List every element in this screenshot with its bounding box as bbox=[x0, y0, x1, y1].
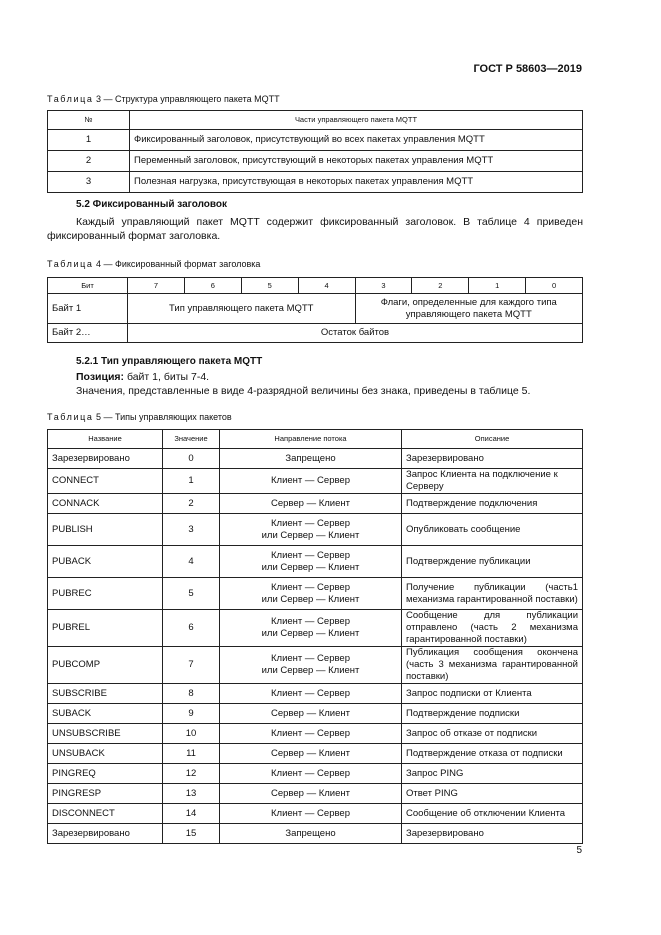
table-row bbox=[48, 804, 583, 824]
direction-line: или Сервер — Клиент bbox=[261, 628, 360, 639]
table5-cell-description: Опубликовать сообщение bbox=[402, 514, 583, 546]
table3-cell-text: Фиксированный заголовок, присутствующий во всех пакетах управления MQTT bbox=[130, 130, 583, 151]
section-5-2-1-heading: 5.2.1 Тип управляющего пакета MQTT bbox=[76, 356, 263, 367]
table-row bbox=[48, 449, 583, 469]
table3-header-num: № bbox=[48, 111, 130, 130]
table5-cell-value: 0 bbox=[163, 449, 220, 469]
table5-header: Направление потока bbox=[220, 430, 402, 449]
table5-cell-direction bbox=[220, 704, 402, 724]
direction-line: Клиент — Сервер bbox=[271, 517, 350, 529]
section-5-2-text: Каждый управляющий пакет MQTT содержит фиксированный заголовок. В таблице 4 приведен фиксированный формат заголовка. bbox=[47, 216, 583, 242]
section-5-2-1-text: Значения, представленные в виде 4-разрядной величины без знака, приведены в таблице 5. bbox=[76, 385, 531, 397]
table-row bbox=[48, 824, 583, 844]
table-row bbox=[48, 578, 583, 610]
direction-line: Сервер — Клиент bbox=[271, 497, 350, 509]
position-label: Позиция: bbox=[76, 371, 125, 383]
table5-cell-description: Подтверждение подписки bbox=[402, 704, 583, 724]
table-row bbox=[48, 764, 583, 784]
table-row bbox=[48, 514, 583, 546]
table5-cell-direction bbox=[220, 578, 402, 610]
table5-cell-value: 7 bbox=[163, 647, 220, 684]
table5-header: Значение bbox=[163, 430, 220, 449]
table5-cell-name: Зарезервировано bbox=[48, 449, 163, 469]
table5-cell-name: PUBACK bbox=[48, 546, 163, 578]
table5-cell-direction bbox=[220, 784, 402, 804]
table-row bbox=[48, 724, 583, 744]
table5-cell-description: Зарезервировано bbox=[402, 449, 583, 469]
table4-byte1-label: Байт 1 bbox=[48, 294, 128, 324]
table3-cell-num: 1 bbox=[48, 130, 130, 151]
table5-cell-name: SUBSCRIBE bbox=[48, 684, 163, 704]
table5-cell-value: 1 bbox=[163, 469, 220, 494]
table4-bit-4: 4 bbox=[298, 278, 355, 294]
table-row bbox=[48, 469, 583, 494]
direction-line: или Сервер — Клиент bbox=[261, 561, 360, 573]
table5-cell-value: 3 bbox=[163, 514, 220, 546]
table3-cell-text: Полезная нагрузка, присутствующая в некоторых пакетах управления MQTT bbox=[130, 172, 583, 193]
table4-bit-1: 1 bbox=[469, 278, 526, 294]
table5-cell-direction bbox=[220, 824, 402, 844]
table5-cell-direction bbox=[220, 764, 402, 784]
table-row bbox=[48, 172, 583, 193]
table5-cell-direction bbox=[220, 494, 402, 514]
table4-bit-5: 5 bbox=[241, 278, 298, 294]
direction-line: Сервер — Клиент bbox=[271, 787, 350, 799]
table5-cell-direction bbox=[220, 469, 402, 494]
table5-cell-value: 11 bbox=[163, 744, 220, 764]
table5-cell-description: Подтверждение отказа от подписки bbox=[402, 744, 583, 764]
table4-bit-0: 0 bbox=[526, 278, 583, 294]
table5-cell-description: Сообщение для публикации отправлено (часть 2 механизма гарантированной поставки) bbox=[402, 610, 583, 647]
table5-caption-title: 5 — Типы управляющих пакетов bbox=[93, 412, 232, 422]
table5-cell-direction bbox=[220, 546, 402, 578]
table-row bbox=[48, 610, 583, 647]
table4-caption-title: 4 — Фиксированный формат заголовка bbox=[93, 259, 261, 269]
table5-cell-name: PINGREQ bbox=[48, 764, 163, 784]
table5-caption-label: Таблица bbox=[47, 412, 94, 422]
table4-caption-label: Таблица bbox=[47, 259, 94, 269]
direction-line: Запрещено bbox=[285, 827, 336, 839]
table5-cell-value: 13 bbox=[163, 784, 220, 804]
table5-cell-value: 4 bbox=[163, 546, 220, 578]
table4-caption bbox=[47, 259, 260, 269]
table4-bit-label: Бит bbox=[48, 278, 128, 294]
page-number: 5 bbox=[576, 845, 582, 856]
table5-cell-description: Запрос подписки от Клиента bbox=[402, 684, 583, 704]
table5-cell-name: UNSUBACK bbox=[48, 744, 163, 764]
table5-cell-name: SUBACK bbox=[48, 704, 163, 724]
table5-cell-description: Запрос PING bbox=[402, 764, 583, 784]
direction-line: Клиент — Сервер bbox=[271, 727, 350, 739]
table5-cell-value: 5 bbox=[163, 578, 220, 610]
table5-cell-description: Запрос Клиента на подключение к Серверу bbox=[402, 469, 583, 494]
table5-cell-direction bbox=[220, 610, 402, 647]
table5-cell-direction bbox=[220, 684, 402, 704]
direction-line: или Сервер — Клиент bbox=[261, 593, 360, 605]
table-row bbox=[48, 647, 583, 684]
table5-cell-name: PUBCOMP bbox=[48, 647, 163, 684]
direction-line: Клиент — Сервер bbox=[271, 687, 350, 699]
table3 bbox=[47, 110, 583, 193]
table5-cell-name: PUBREC bbox=[48, 578, 163, 610]
table5-cell-description: Ответ PING bbox=[402, 784, 583, 804]
table5-cell-name: DISCONNECT bbox=[48, 804, 163, 824]
table5-cell-description: Сообщение об отключении Клиента bbox=[402, 804, 583, 824]
table-row bbox=[48, 130, 583, 151]
table-row bbox=[48, 546, 583, 578]
table5-cell-name: PUBLISH bbox=[48, 514, 163, 546]
table5-cell-value: 12 bbox=[163, 764, 220, 784]
table5-cell-direction bbox=[220, 449, 402, 469]
document-code: ГОСТ Р 58603—2019 bbox=[473, 63, 582, 75]
table3-caption-label: Таблица bbox=[47, 94, 94, 104]
direction-line: Клиент — Сервер bbox=[271, 653, 350, 664]
table-row bbox=[48, 744, 583, 764]
table5-cell-direction bbox=[220, 744, 402, 764]
table5-cell-value: 14 bbox=[163, 804, 220, 824]
table5-cell-value: 2 bbox=[163, 494, 220, 514]
table-row bbox=[48, 784, 583, 804]
table4-bit-6: 6 bbox=[184, 278, 241, 294]
direction-line: или Сервер — Клиент bbox=[261, 529, 360, 541]
table5-cell-description: Подтверждение подключения bbox=[402, 494, 583, 514]
direction-line: Клиент — Сервер bbox=[271, 475, 350, 486]
table4-byte2-label: Байт 2… bbox=[48, 324, 128, 343]
table5-cell-name: Зарезервировано bbox=[48, 824, 163, 844]
section-5-2-heading: 5.2 Фиксированный заголовок bbox=[76, 199, 228, 210]
table4-byte1-flags: Флаги, определенные для каждого типа управляющего пакета MQTT bbox=[355, 294, 583, 324]
table5-cell-description: Подтверждение публикации bbox=[402, 546, 583, 578]
table5-cell-name: CONNACK bbox=[48, 494, 163, 514]
table5-cell-value: 8 bbox=[163, 684, 220, 704]
table5-cell-name: PINGRESP bbox=[48, 784, 163, 804]
table3-header-parts: Части управляющего пакета MQTT bbox=[130, 111, 583, 130]
table5-cell-description: Публикация сообщения окончена (часть 3 механизма гарантированной поставки) bbox=[402, 647, 583, 684]
direction-line: Клиент — Сервер bbox=[271, 807, 350, 819]
table5-cell-value: 6 bbox=[163, 610, 220, 647]
table4-bit-7: 7 bbox=[128, 278, 185, 294]
table5-cell-description: Получение публикации (часть1 механизма гарантированной поставки) bbox=[402, 578, 583, 610]
table5-cell-name: UNSUBSCRIBE bbox=[48, 724, 163, 744]
table5-caption bbox=[47, 412, 232, 422]
table4-byte1-type: Тип управляющего пакета MQTT bbox=[128, 294, 356, 324]
table5-cell-name: CONNECT bbox=[48, 469, 163, 494]
table-row bbox=[48, 704, 583, 724]
table3-cell-num: 2 bbox=[48, 151, 130, 172]
table3-caption bbox=[47, 94, 280, 104]
direction-line: Клиент — Сервер bbox=[271, 616, 350, 627]
table3-cell-num: 3 bbox=[48, 172, 130, 193]
table-row bbox=[48, 494, 583, 514]
table5 bbox=[47, 429, 583, 844]
direction-line: Сервер — Клиент bbox=[271, 707, 350, 719]
direction-line: Сервер — Клиент bbox=[271, 747, 350, 759]
direction-line: Клиент — Сервер bbox=[271, 581, 350, 593]
table5-cell-description: Запрос об отказе от подписки bbox=[402, 724, 583, 744]
table4-bit-3: 3 bbox=[355, 278, 412, 294]
table5-cell-value: 15 bbox=[163, 824, 220, 844]
direction-line: или Сервер — Клиент bbox=[261, 665, 360, 676]
table5-cell-direction bbox=[220, 647, 402, 684]
table5-cell-description: Зарезервировано bbox=[402, 824, 583, 844]
section-5-2-1-position bbox=[76, 370, 209, 384]
table3-cell-text: Переменный заголовок, присутствующий в некоторых пакетах управления MQTT bbox=[130, 151, 583, 172]
table5-cell-value: 10 bbox=[163, 724, 220, 744]
table4 bbox=[47, 277, 583, 343]
direction-line: Запрещено bbox=[285, 452, 336, 464]
table4-bit-2: 2 bbox=[412, 278, 469, 294]
table5-header: Описание bbox=[402, 430, 583, 449]
position-value: байт 1, биты 7-4. bbox=[124, 371, 210, 383]
table4-byte2-rest: Остаток байтов bbox=[128, 324, 583, 343]
direction-line: Клиент — Сервер bbox=[271, 549, 350, 561]
table5-cell-direction bbox=[220, 514, 402, 546]
table-row bbox=[48, 151, 583, 172]
table3-caption-title: 3 — Структура управляющего пакета MQTT bbox=[93, 94, 280, 104]
table5-cell-value: 9 bbox=[163, 704, 220, 724]
table5-cell-direction bbox=[220, 804, 402, 824]
direction-line: Клиент — Сервер bbox=[271, 767, 350, 779]
table5-cell-direction bbox=[220, 724, 402, 744]
table-row bbox=[48, 684, 583, 704]
table5-header: Название bbox=[48, 430, 163, 449]
table5-cell-name: PUBREL bbox=[48, 610, 163, 647]
